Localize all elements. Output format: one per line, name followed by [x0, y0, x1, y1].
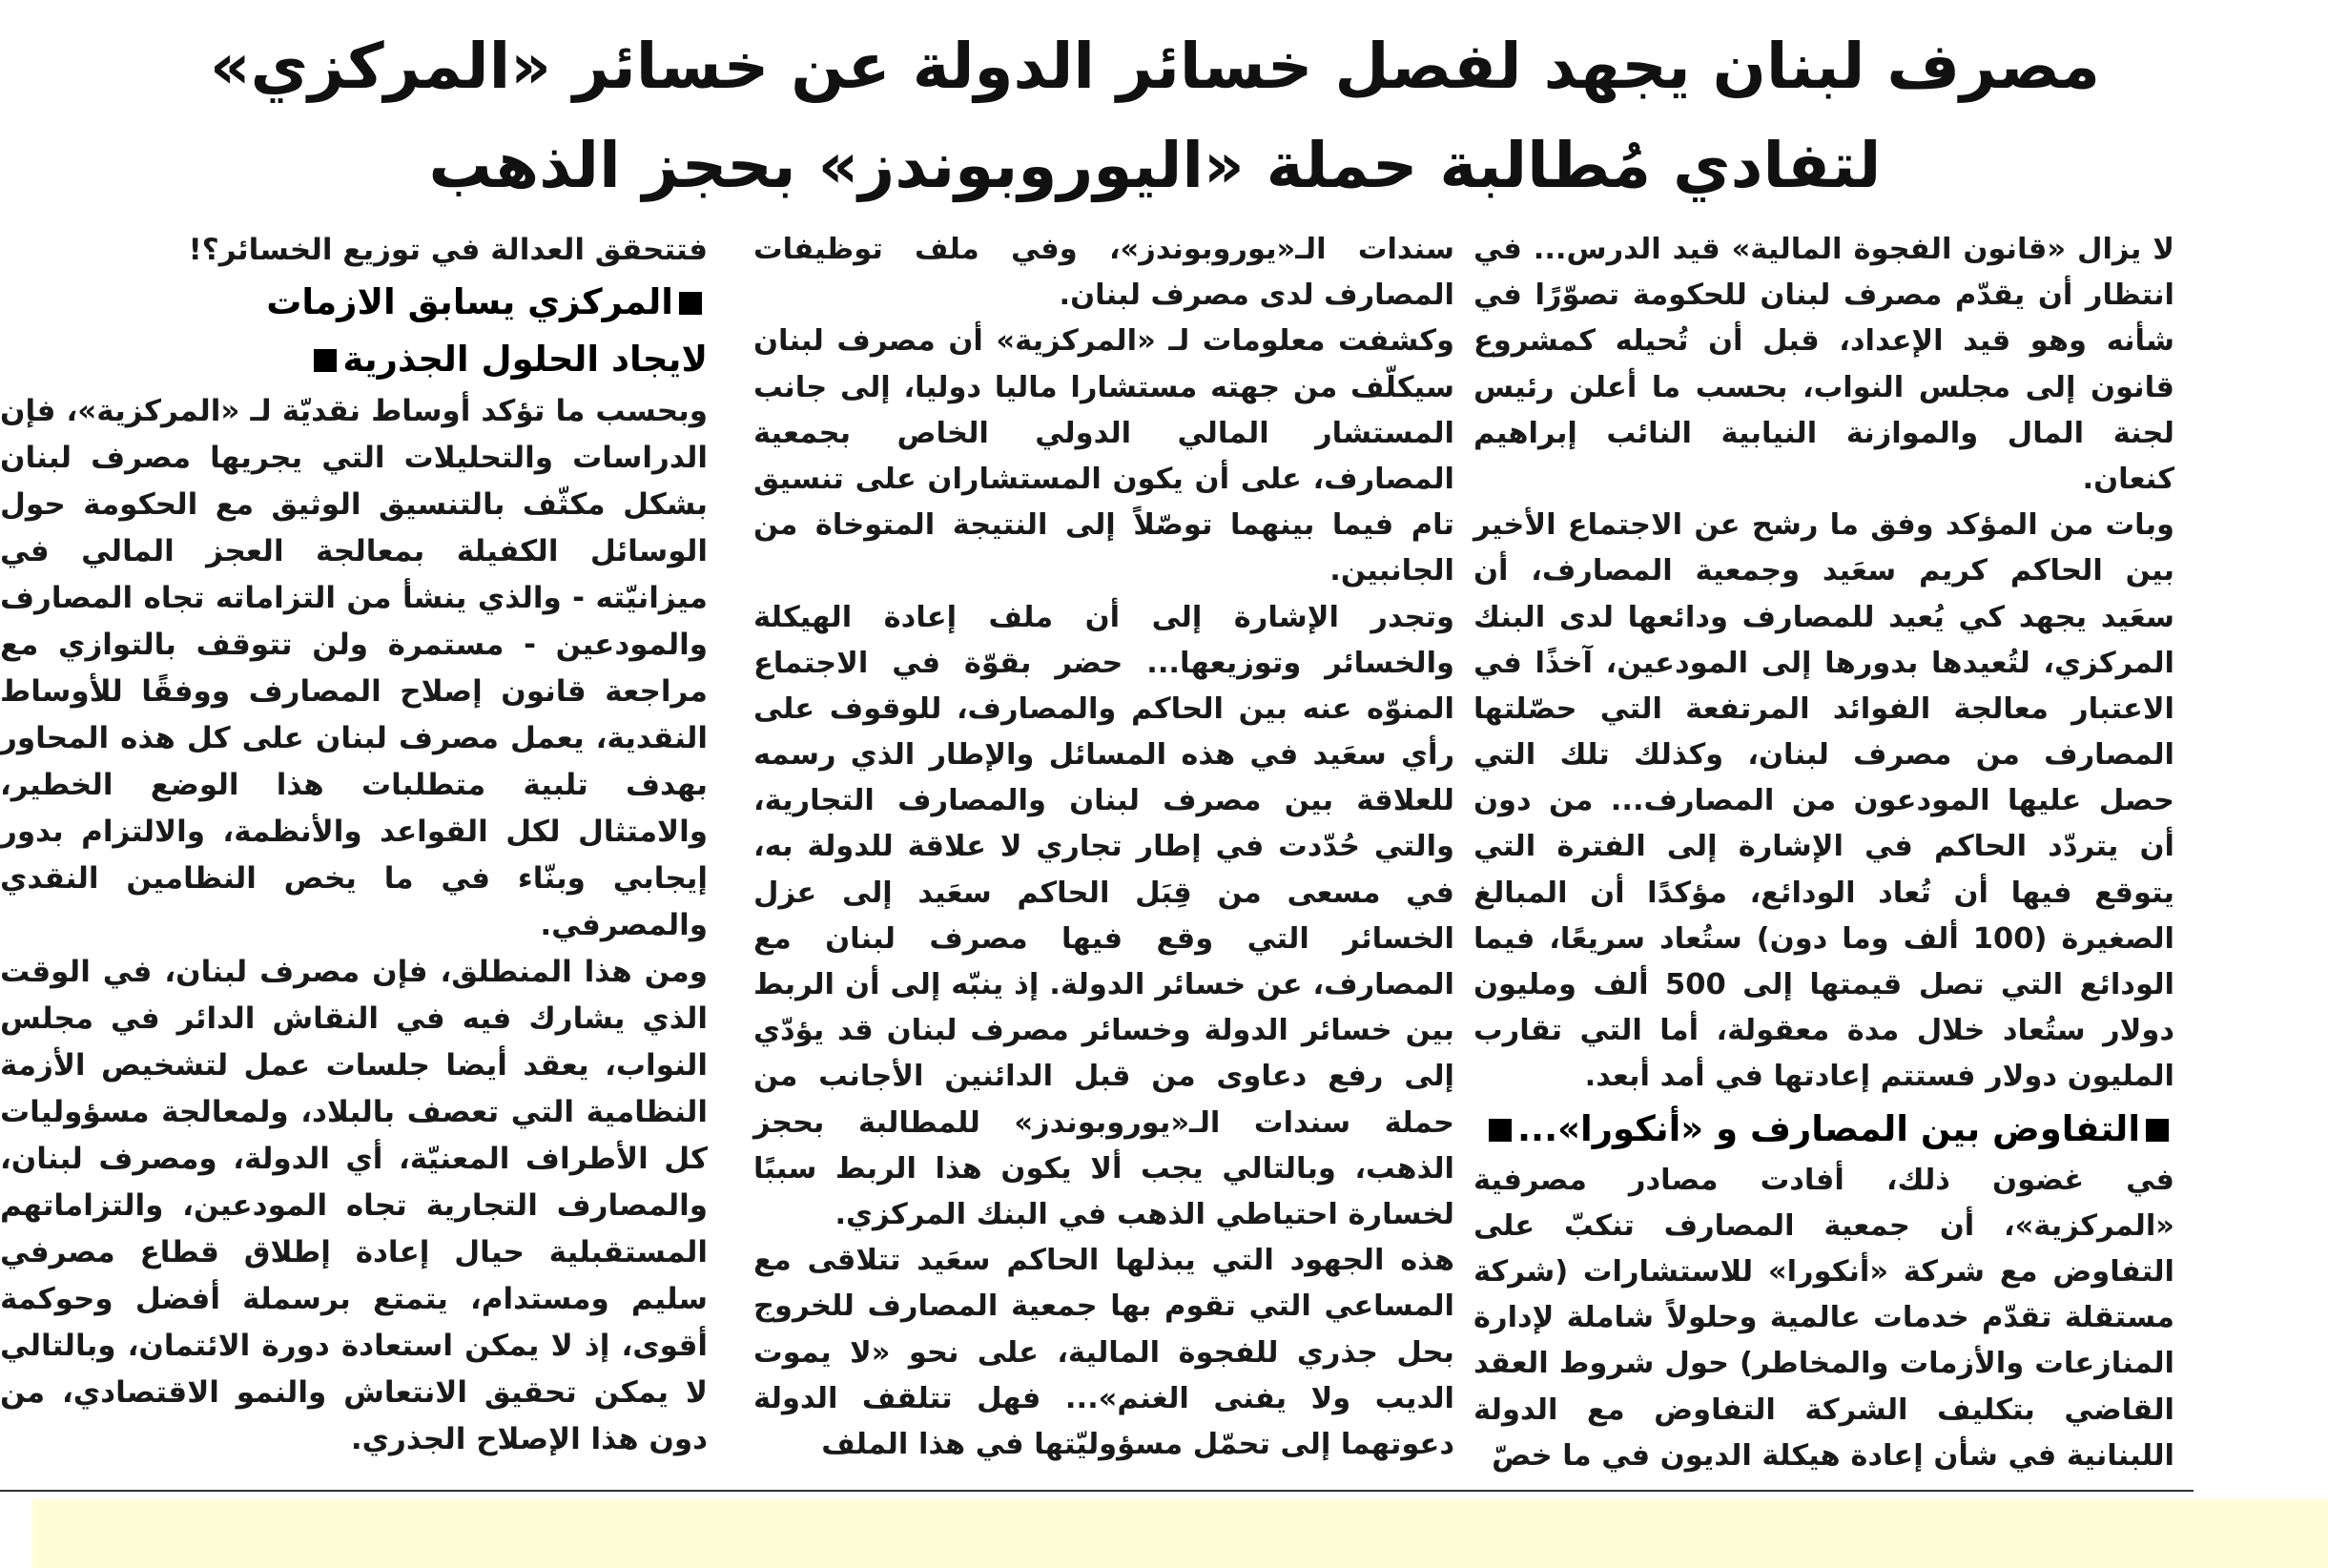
paragraph: وتجدر الإشارة إلى أن ملف إعادة الهيكلة والخسائر وتوزيعها... حضر بقوّة في الاجتماع المنوّه عنه بين الحاكم والمصارف، للوقوف على رأي سعَيد في هذه المسائل والإطار الذي رسمه للعلاقة بين مصرف لبنان والمصارف التجارية، والتي حُدّدت في إطار تجاري لا علاقة للدولة به، في مسعى من قِبَل الحاكم سعَيد إلى عزل الخسائر التي وقع فيها مصرف لبنان مع المصارف، عن خسائر الدولة. إذ ينبّه إلى أن الربط بين خسائر الدولة وخسائر مصرف لبنان قد يؤدّي إلى رفع دعاوى من قبل الدائنين الأجانب من حملة سندات الـ«يوروبوندز» للمطالبة بحجز الذهب، وبالتالي يجب ألا يكون هذا الربط سببًا لخسارة احتياطي الذهب في البنك المركزي.: [753, 600, 1454, 1231]
headline-line-1: مصرف لبنان يجهد لفصل خسائر الدولة عن خسائر «المركزي»: [210, 30, 2100, 103]
article-column-right: [1473, 227, 2174, 1479]
headline: [201, 17, 2109, 216]
paragraph: في غضون ذلك، أفادت مصادر مصرفية «المركزية»، أن جمعية المصارف تنكبّ على التفاوض مع شركة «أنكورا» للاستشارات (شركة مستقلة تقدّم خدمات عالمية وحلولاً شاملة لإدارة المنازعات والأزمات والمخاطر) حول شروط العقد القاضي بتكليف الشركة التفاوض مع الدولة اللبنانية في شأن إعادة هيكلة الديون في ما خصّ: [1473, 1163, 2174, 1473]
paragraph: وكشفت معلومات لـ «المركزية» أن مصرف لبنان سيكلّف من جهته مستشارا ماليا دوليا، إلى جانب المستشار المالي الدولي الخاص بجمعية المصارف، على أن يكون المستشاران على تنسيق تام فيما بينهما توصّلاً إلى النتيجة المتوخاة من الجانبين.: [753, 324, 1454, 588]
subheading-text: لايجاد الحلول الجذرية: [342, 338, 708, 380]
subheading-1: [0, 274, 708, 331]
paragraph: سندات الـ«يوروبوندز»، وفي ملف توظيفات المصارف لدى مصرف لبنان.: [753, 233, 1454, 313]
square-bullet-icon: [1489, 1119, 1512, 1142]
bottom-rule: [0, 1490, 2194, 1492]
paragraph: فتتحقق العدالة في توزيع الخسائر؟!: [188, 233, 708, 267]
subheading-text: التفاوض بين المصارف و «أنكورا»...: [1516, 1107, 2140, 1149]
square-bullet-icon: [2146, 1119, 2169, 1142]
paragraph: وبحسب ما تؤكد أوساط نقديّة لـ «المركزية»، فإن الدراسات والتحليلات التي يجريها مصرف لبنان بشكل مكثّف بالتنسيق الوثيق مع الحكومة حول الوسائل الكفيلة بمعالجة العجز المالي في ميزانيّته - والذي ينشأ من التزاماته تجاه المصارف والمودعين - مستمرة ولن تتوقف بالتوازي مع مراجعة قانون إصلاح المصارف ووفقًا للأوساط النقدية، يعمل مصرف لبنان على كل هذه المحاور بهدف تلبية متطلبات هذا الوضع الخطير، والامتثال لكل القواعد والأنظمة، والالتزام بدور إيجابي وبنّاء في ما يخص النظامين النقدي والمصرفي.: [0, 393, 708, 942]
headline-line-2: لتفادي مُطالبة حملة «اليوروبوندز» بحجز الذهب: [428, 129, 1882, 202]
article-column-middle: [753, 227, 1454, 1468]
article-column-left: [0, 227, 708, 1463]
square-bullet-icon: [679, 292, 702, 315]
subheading-2: [0, 331, 708, 388]
paragraph: لا يزال «قانون الفجوة المالية» قيد الدرس... في انتظار أن يقدّم مصرف لبنان للحكومة تصوّرًا في شأنه وهو قيد الإعداد، قبل أن تُحيله كمشروع قانون إلى مجلس النواب، بحسب ما أعلن رئيس لجنة المال والموازنة النيابية النائب إبراهيم كنعان.: [1473, 233, 2174, 496]
paragraph: هذه الجهود التي يبذلها الحاكم سعَيد تتلاقى مع المساعي التي تقوم بها جمعية المصارف للخروج بحل جذري للفجوة المالية، على نحو «لا يموت الديب ولا يفنى الغنم»... فهل تتلقف الدولة دعوتهما إلى تحمّل مسؤوليّتها في هذا الملف: [753, 1244, 1454, 1461]
bottom-highlight-strip: [32, 1499, 2328, 1568]
paragraph: ومن هذا المنطلق، فإن مصرف لبنان، في الوقت الذي يشارك فيه في النقاش الدائر في مجلس النواب، يعقد أيضا جلسات عمل لتشخيص الأزمة النظامية التي تعصف بالبلاد، ولمعالجة مسؤوليات كل الأطراف المعنيّة، أي الدولة، ومصرف لبنان، والمصارف التجارية تجاه المودعين، والتزاماتهم المستقبلية حيال إعادة إطلاق قطاع مصرفي سليم ومستدام، يتمتع برسملة أفضل وحوكمة أقوى، إذ لا يمكن استعادة دورة الائتمان، وبالتالي لا يمكن تحقيق الانتعاش والنمو الاقتصادي، من دون هذا الإصلاح الجذري.: [0, 954, 708, 1456]
subheading: [1473, 1101, 2174, 1158]
subheading-text: المركزي يسابق الازمات: [266, 280, 673, 322]
square-bullet-icon: [314, 349, 337, 372]
paragraph: وبات من المؤكد وفق ما رشح عن الاجتماع الأخير بين الحاكم كريم سعَيد وجمعية المصارف، أن سعَيد يجهد كي يُعيد للمصارف ودائعها لدى البنك المركزي، لتُعيدها بدورها إلى المودعين، آخذًا في الاعتبار معالجة الفوائد المرتفعة التي حصّلتها المصارف من مصرف لبنان، وكذلك تلك التي حصل عليها المودعون من المصارف... من دون أن يتردّد الحاكم في الإشارة إلى الفترة التي يتوقع فيها أن تُعاد الودائع، مؤكدًا أن المبالغ الصغيرة (100 ألف وما دون) ستُعاد سريعًا، فيما الودائع التي تصل قيمتها إلى 500 ألف ومليون دولار ستُعاد خلال مدة معقولة، أما التي تقارب المليون دولار فستتم إعادتها في أمد أبعد.: [1473, 508, 2174, 1094]
